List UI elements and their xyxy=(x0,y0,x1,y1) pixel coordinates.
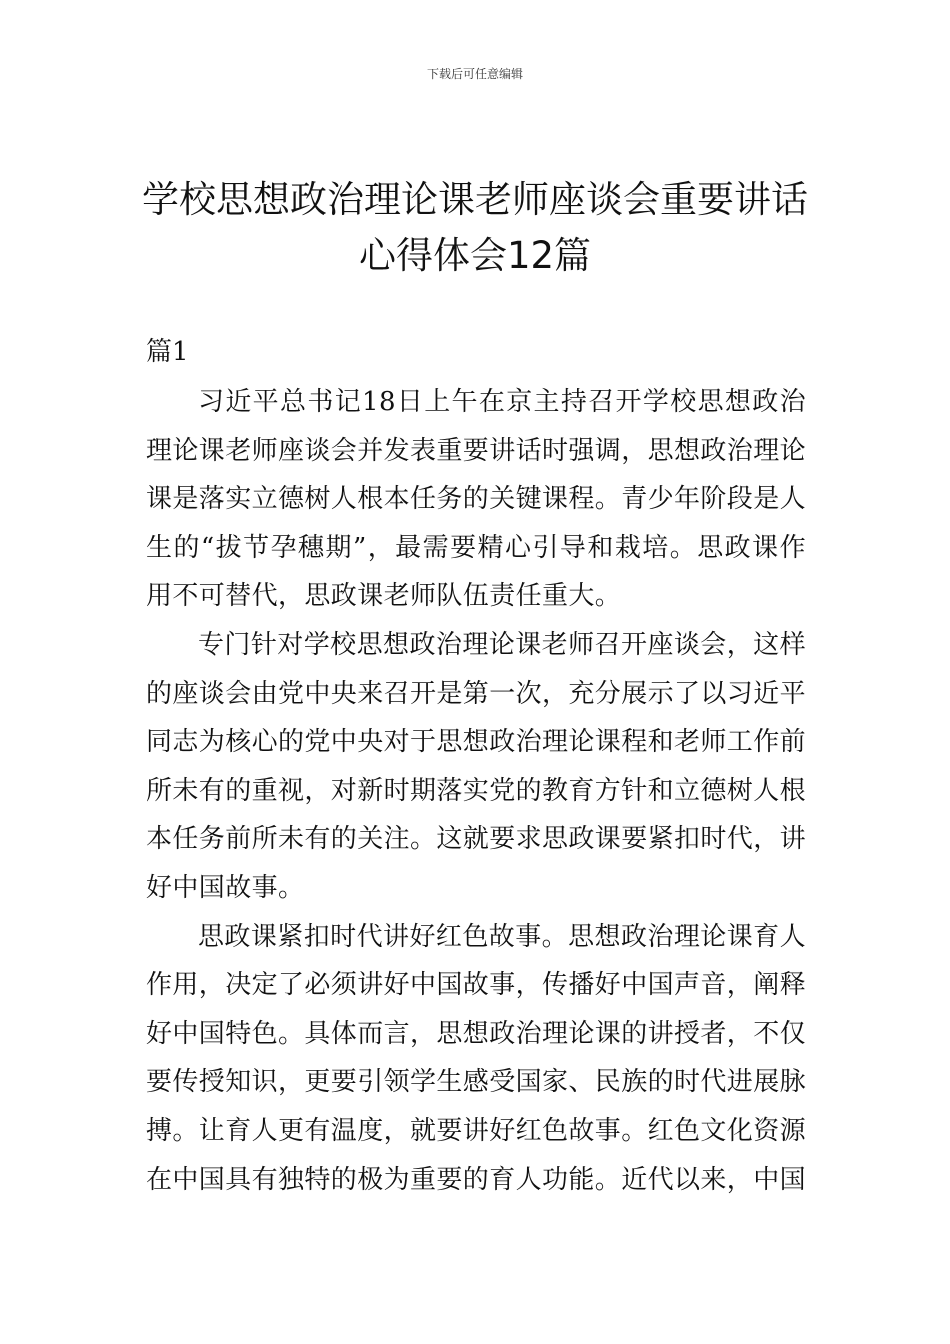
section-label: 篇1 xyxy=(146,337,189,367)
document-body xyxy=(146,378,806,1204)
document-title xyxy=(60,172,890,284)
body-paragraph-1: 习近平总书记18日上午在京主持召开学校思想政治理论课老师座谈会并发表重要讲话时强调，思想政治理论课是落实立德树人根本任务的关键课程。青少年阶段是人生的“拔节孕穗期”，最需要精心引导和栽培。思政课作用不可替代，思政课老师队伍责任重大。 xyxy=(146,387,807,612)
document-title-line-1: 学校思想政治理论课老师座谈会重要讲话 xyxy=(142,178,808,221)
page-header-note: 下载后可任意编辑 xyxy=(426,67,523,81)
document-title-line-2: 心得体会12篇 xyxy=(358,234,592,277)
body-paragraph-2: 专门针对学校思想政治理论课老师召开座谈会，这样的座谈会由党中央来召开是第一次，充分展示了以习近平同志为核心的党中央对于思想政治理论课程和老师工作前所未有的重视，对新时期落实党的教育方针和立德树人根本任务前所未有的关注。这就要求思政课要紧扣时代，讲好中国故事。 xyxy=(146,629,807,903)
body-paragraph-3: 思政课紧扣时代讲好红色故事。思想政治理论课育人作用，决定了必须讲好中国故事，传播好中国声音，阐释好中国特色。具体而言，思想政治理论课的讲授者，不仅要传授知识，更要引领学生感受国家、民族的时代进展脉搏。让育人更有温度，就要讲好红色故事。红色文化资源在中国具有独特的极为重要的育人功能。近代以来，中国 xyxy=(146,921,807,1195)
